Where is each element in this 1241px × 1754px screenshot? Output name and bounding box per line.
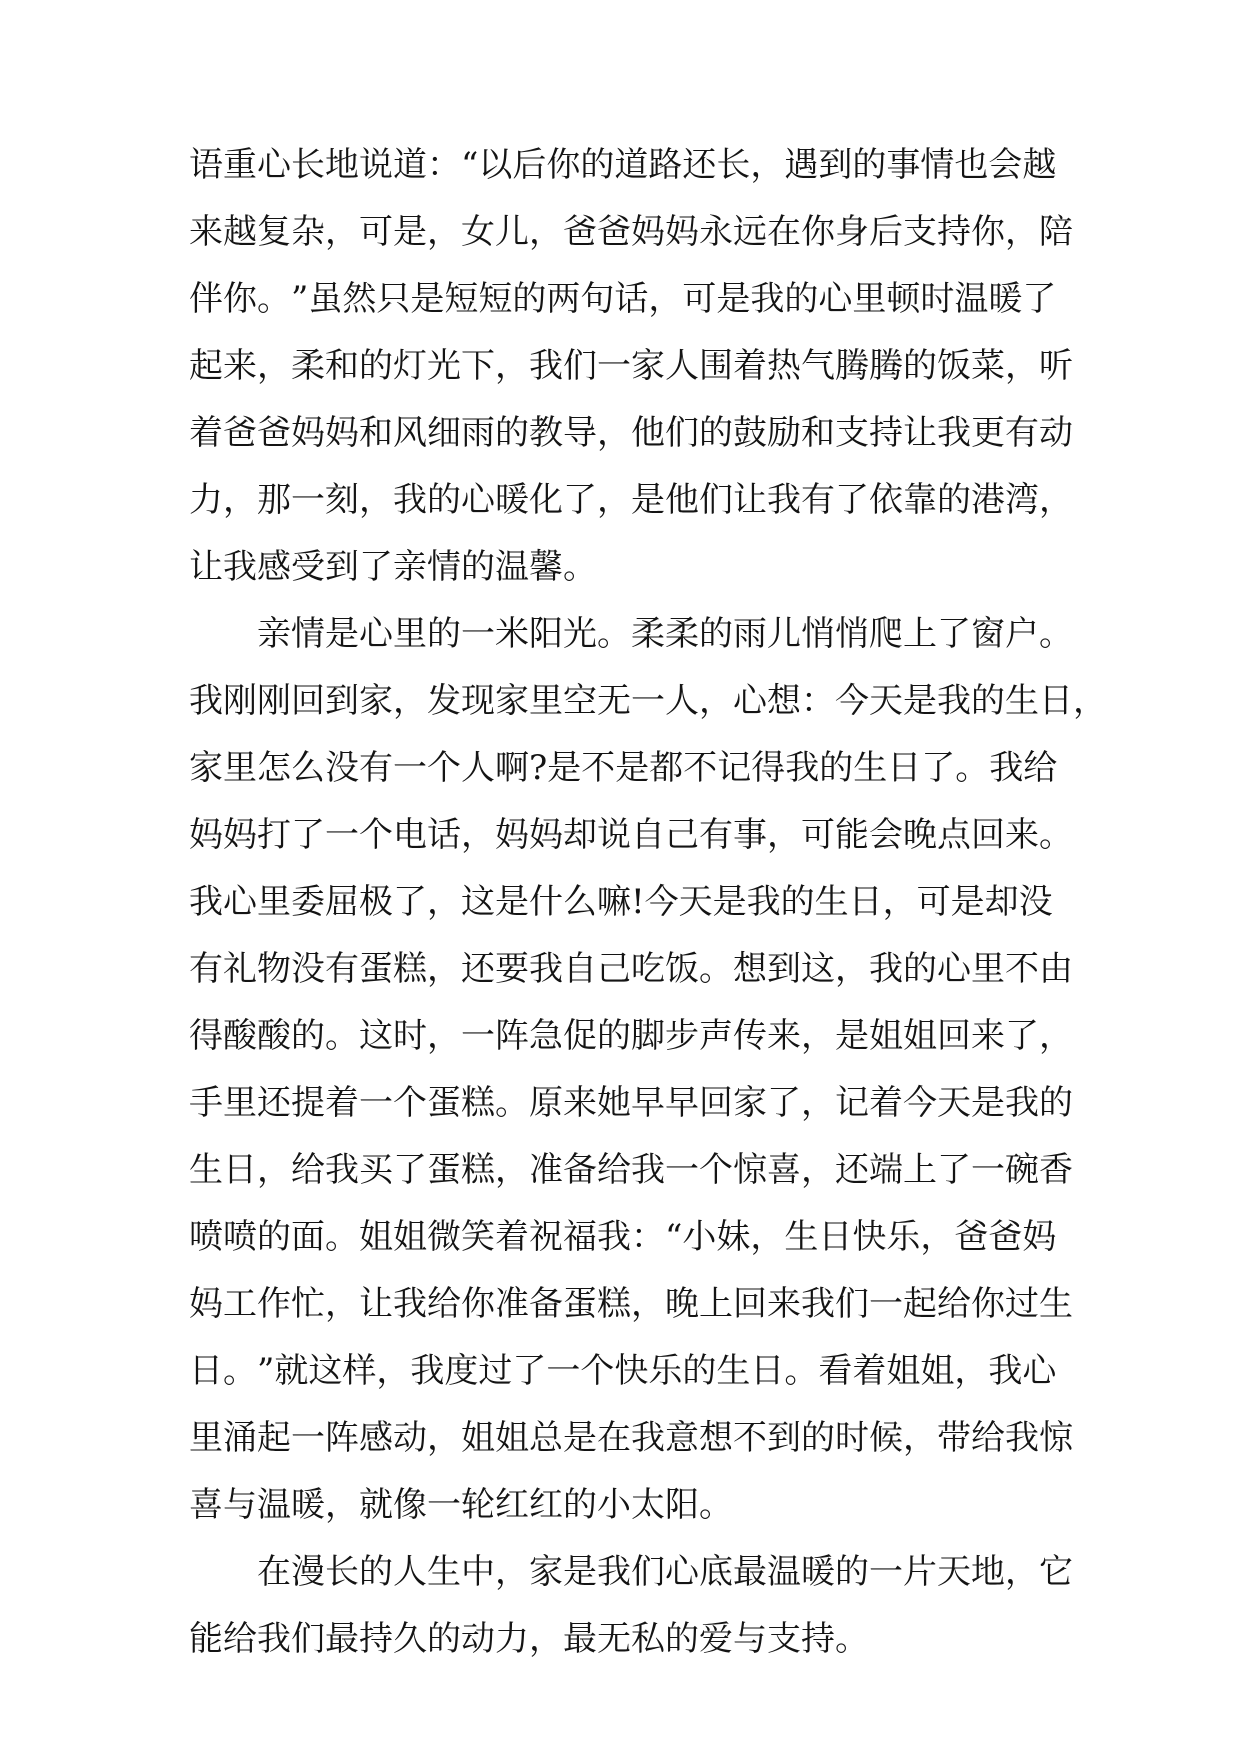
text-line: 伴 你 。 ” 虽 然 只 是 短 短 的 两 句 话 ， 可 是 我 的 心 里 顿 时 温 暖 了 — [189, 279, 1057, 319]
text-line: 喜与温暖，就像一轮红红的小太阳。 — [189, 1485, 733, 1525]
text-line: 让我感受到了亲情的温馨。 — [189, 547, 597, 587]
text-line: 力 ， 那 一 刻 ， 我 的 心 暖 化 了 ， 是 他 们 让 我 有 了 依 靠 的 港 湾 ， — [189, 480, 1073, 520]
document-page — [189, 132, 1107, 1673]
text-line: 得 酸 酸 的 。 这 时 ， 一 阵 急 促 的 脚 步 声 传 来 ， 是 姐 姐 回 来 了 ， — [189, 1016, 1073, 1056]
text-line: 有 礼 物 没 有 蛋 糕 ， 还 要 我 自 己 吃 饭 。 想 到 这 ， 我 的 心 里 不 由 — [189, 949, 1073, 989]
paragraph-2 — [189, 601, 1107, 1539]
text-line: 来 越 复 杂 ， 可 是 ， 女 儿 ， 爸 爸 妈 妈 永 远 在 你 身 后 支 持 你 ， 陪 — [189, 212, 1073, 252]
text-line: 手 里 还 提 着 一 个 蛋 糕 。 原 来 她 早 早 回 家 了 ， 记 着 今 天 是 我 的 — [189, 1083, 1073, 1123]
text-line: 能给我们最持久的动力，最无私的爱与支持。 — [189, 1619, 869, 1659]
text-line: 喷 喷 的 面 。 姐 姐 微 笑 着 祝 福 我 ： “ 小 妹 ， 生 日 快 乐 ， 爸 爸 妈 — [189, 1217, 1057, 1257]
text-line: 在 漫 长 的 人 生 中 ， 家 是 我 们 心 底 最 温 暖 的 一 片 天 地 ， 它 — [257, 1552, 1073, 1592]
text-line: 日 。 ” 就 这 样 ， 我 度 过 了 一 个 快 乐 的 生 日 。 看 着 姐 姐 ， 我 心 — [189, 1351, 1057, 1391]
text-line: 我 心 里 委 屈 极 了 ， 这 是 什 么 嘛 ! 今 天 是 我 的 生 日 ， 可 是 却 没 — [189, 882, 1053, 922]
text-line: 亲 情 是 心 里 的 一 米 阳 光 。 柔 柔 的 雨 儿 悄 悄 爬 上 了 窗 户 。 — [257, 614, 1073, 654]
text-line: 我 刚 刚 回 到 家 ， 发 现 家 里 空 无 一 人 ， 心 想 ： 今 天 是 我 的 生 日 ， — [189, 681, 1107, 721]
paragraph-1 — [189, 132, 1073, 601]
paragraph-3 — [189, 1539, 1073, 1673]
text-line: 生 日 ， 给 我 买 了 蛋 糕 ， 准 备 给 我 一 个 惊 喜 ， 还 端 上 了 一 碗 香 — [189, 1150, 1073, 1190]
text-line: 起 来 ， 柔 和 的 灯 光 下 ， 我 们 一 家 人 围 着 热 气 腾 腾 的 饭 菜 ， 听 — [189, 346, 1073, 386]
text-line: 里 涌 起 一 阵 感 动 ， 姐 姐 总 是 在 我 意 想 不 到 的 时 候 ， 带 给 我 惊 — [189, 1418, 1073, 1458]
text-line: 家 里 怎 么 没 有 一 个 人 啊 ? 是 不 是 都 不 记 得 我 的 生 日 了 。 我 给 — [189, 748, 1058, 788]
text-line: 语 重 心 长 地 说 道 ： “ 以 后 你 的 道 路 还 长 ， 遇 到 的 事 情 也 会 越 — [189, 145, 1057, 185]
text-line: 妈 妈 打 了 一 个 电 话 ， 妈 妈 却 说 自 己 有 事 ， 可 能 会 晚 点 回 来 。 — [189, 815, 1073, 855]
text-line: 妈 工 作 忙 ， 让 我 给 你 准 备 蛋 糕 ， 晚 上 回 来 我 们 一 起 给 你 过 生 — [189, 1284, 1073, 1324]
text-line: 着 爸 爸 妈 妈 和 风 细 雨 的 教 导 ， 他 们 的 鼓 励 和 支 持 让 我 更 有 动 — [189, 413, 1073, 453]
